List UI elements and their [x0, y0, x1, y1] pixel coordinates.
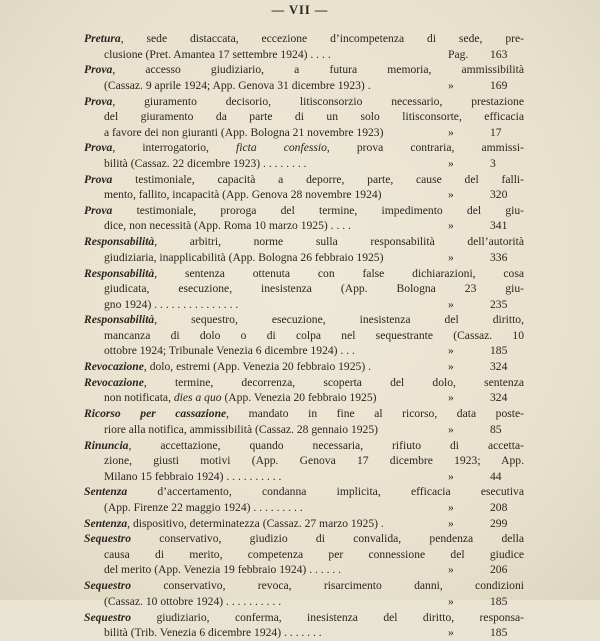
page-number: 169: [490, 78, 508, 92]
entry-text: clusione (Pret. Amantea 17 settembre 1924) . . . .: [104, 47, 331, 61]
entry-line: [84, 94, 524, 110]
entry-line: [84, 140, 524, 156]
entry-text: ficta confessio: [236, 141, 327, 155]
entry-line: [84, 218, 524, 234]
entry-line: [84, 500, 524, 516]
page-ref-label: »: [448, 297, 454, 311]
entry-keyword: Prova: [84, 94, 113, 108]
entry-line: [84, 438, 524, 454]
entry-line: [84, 156, 524, 172]
page-number: 185: [490, 344, 508, 358]
entry-line: [84, 547, 524, 563]
entry-text: testimoniale, capacità a deporre, parte, cause del falli-: [112, 172, 524, 186]
entry-text: Milano 15 febbraio 1924) . . . . . . . . . .: [104, 469, 282, 483]
index-entry: [84, 62, 524, 93]
page-reference: [448, 250, 524, 266]
entry-text: , termine, decorrenza, scoperta del dolo, sentenza: [143, 375, 524, 389]
index-entry: [84, 359, 524, 375]
page-ref-label: »: [448, 125, 454, 139]
entry-keyword: Revocazione: [84, 375, 144, 389]
page-reference: [448, 390, 524, 406]
page-reference: [448, 47, 524, 63]
index-entry: [84, 375, 524, 406]
entry-text: , interrogatorio,: [112, 141, 237, 155]
page-ref-label: »: [448, 500, 454, 514]
entry-text: ottobre 1924; Tribunale Venezia 6 dicembre 1924) . . .: [104, 344, 355, 358]
index-entry: [84, 406, 524, 437]
entry-text: mancanza di dolo o di colpa nel sequestrante (Cassaz. 10: [104, 328, 524, 342]
page-number: 235: [490, 297, 508, 311]
page-reference: [448, 422, 524, 438]
page-ref-label: »: [448, 250, 454, 264]
page-reference: [448, 594, 524, 610]
entry-text: mento, fallito, incapacità (App. Genova 28 novembre 1924): [104, 188, 382, 202]
page-reference: [448, 625, 524, 641]
entry-line: [84, 359, 524, 375]
page-number: 324: [490, 360, 508, 374]
index-entry: [84, 31, 524, 62]
entry-keyword: Ricorso per cassazione: [84, 407, 227, 421]
entry-text: del merito (App. Venezia 19 febbraio 1924) . . . . . .: [104, 563, 342, 577]
entry-line: [84, 578, 524, 594]
page-number: 44: [490, 469, 502, 483]
index-entry: [84, 578, 524, 609]
entry-keyword: Prova: [84, 203, 113, 217]
page-reference: [448, 516, 524, 532]
entry-keyword: Sequestro: [84, 532, 132, 546]
page-ref-label: »: [448, 469, 454, 483]
entry-text: dies a quo: [173, 391, 222, 405]
entry-line: [84, 328, 524, 344]
index-entry: [84, 531, 524, 578]
entry-line: [84, 312, 524, 328]
entry-keyword: Sentenza: [84, 485, 128, 499]
entry-text: , sentenza ottenuta con false dichiarazioni, cosa: [154, 266, 524, 280]
page-number: 336: [490, 250, 508, 264]
entry-keyword: Sequestro: [84, 610, 132, 624]
page-reference: [448, 562, 524, 578]
page-ref-label: »: [448, 188, 454, 202]
entry-keyword: Rinuncia: [84, 438, 129, 452]
page-reference: [448, 469, 524, 485]
page-reference: [448, 125, 524, 141]
index-entry: [84, 140, 524, 171]
entry-keyword: Revocazione: [84, 360, 144, 374]
page-reference: [448, 187, 524, 203]
page-number: 85: [490, 422, 502, 436]
entry-line: [84, 172, 524, 188]
page-number: 185: [490, 594, 508, 608]
entry-text: gno 1924) . . . . . . . . . . . . . . .: [104, 297, 239, 311]
page-header: — VII —: [271, 3, 329, 17]
entry-line: [84, 109, 524, 125]
entry-text: , giuramento decisorio, litisconsorzio necessario, prestazione: [112, 94, 524, 108]
entry-line: [84, 610, 524, 626]
entry-text: , accesso giudiziario, a futura memoria, ammissibilità: [112, 63, 524, 77]
page-ref-label: »: [448, 360, 454, 374]
entry-text: (App. Firenze 22 maggio 1924) . . . . . . . . .: [104, 500, 303, 514]
entry-line: [84, 469, 524, 485]
page-ref-label: »: [448, 422, 454, 436]
entry-text: conservativo, revoca, risarcimento danni, condizioni: [131, 579, 524, 593]
page-reference: [448, 156, 524, 172]
page-reference: [448, 359, 524, 375]
page-number: 324: [490, 391, 508, 405]
entry-text: giudiziario, conferma, inesistenza del diritto, responsa-: [131, 610, 524, 624]
entry-line: [84, 297, 524, 313]
page-number: 208: [490, 500, 508, 514]
entry-text: testimoniale, proroga del termine, impedimento del giu-: [112, 203, 524, 217]
entry-text: , sede distaccata, eccezione d’incompetenza di sede, pre-: [120, 32, 524, 45]
page-reference: [448, 218, 524, 234]
entry-text: , dispositivo, determinatezza (Cassaz. 27 marzo 1925) .: [127, 516, 384, 530]
entry-line: [84, 125, 524, 141]
entry-line: [84, 78, 524, 94]
entry-keyword: Pretura: [84, 32, 121, 45]
index-entry: [84, 172, 524, 203]
page-number: 341: [490, 219, 508, 233]
entry-keyword: Responsabilità: [84, 313, 155, 327]
entry-line: [84, 343, 524, 359]
entry-line: [84, 406, 524, 422]
index-entry: [84, 438, 524, 485]
entry-text: a favore dei non giuranti (App. Bologna 21 novembre 1923): [104, 125, 384, 139]
page-reference: [448, 297, 524, 313]
entry-text: bilità (Cassaz. 22 dicembre 1923) . . . . . . . .: [104, 156, 307, 170]
entry-text: giudiziaria, inapplicabilità (App. Bologna 26 febbraio 1925): [104, 250, 384, 264]
page-ref-label: »: [448, 156, 454, 170]
entry-text: del giuramento da parte di un solo litisconsorte, efficacia: [104, 110, 524, 124]
entry-line: [84, 531, 524, 547]
entry-text: bilità (Trib. Venezia 6 dicembre 1924) . . . . . . .: [104, 626, 322, 640]
entry-line: [84, 250, 524, 266]
entry-text: , mandato in fine al ricorso, data poste-: [226, 407, 524, 421]
entry-line: [84, 453, 524, 469]
entry-keyword: Prova: [84, 141, 113, 155]
index-entry: [84, 94, 524, 141]
entry-text: giudicata, esecuzione, inesistenza (App. Bologna 23 giu-: [104, 282, 524, 296]
entry-keyword: Responsabilità: [84, 266, 155, 280]
entry-line: [84, 375, 524, 391]
page-reference: [448, 500, 524, 516]
page-ref-label: »: [448, 219, 454, 233]
entry-text: conservativo, giudizio di convalida, pendenza della: [131, 532, 524, 546]
page-number: 320: [490, 188, 508, 202]
entry-text: (Cassaz. 9 aprile 1924; App. Genova 31 dicembre 1923) .: [104, 78, 371, 92]
index-entry: [84, 610, 524, 641]
entry-line: [84, 266, 524, 282]
entry-line: [84, 390, 524, 406]
page-reference: [448, 343, 524, 359]
entry-line: [84, 62, 524, 78]
page-ref-label: Pag.: [448, 47, 469, 61]
page-ref-label: »: [448, 563, 454, 577]
entry-line: [84, 187, 524, 203]
page-number: 299: [490, 516, 508, 530]
entry-text: , accettazione, quando necessaria, rifiuto di accetta-: [128, 438, 524, 452]
entry-text: non notificata,: [104, 391, 174, 405]
page-number: 163: [490, 47, 508, 61]
page-ref-label: »: [448, 594, 454, 608]
entry-keyword: Sentenza: [84, 516, 128, 530]
entry-line: [84, 234, 524, 250]
entry-text: , dolo, estremi (App. Venezia 20 febbraio 1925) .: [143, 360, 371, 374]
page-ref-label: »: [448, 391, 454, 405]
page-number: 17: [490, 125, 502, 139]
entry-text: (Cassaz. 10 ottobre 1924) . . . . . . . . . .: [104, 594, 282, 608]
page-ref-label: »: [448, 78, 454, 92]
entry-line: [84, 31, 524, 47]
entry-line: [84, 484, 524, 500]
index-entry: [84, 484, 524, 515]
entry-line: [84, 281, 524, 297]
entry-line: [84, 625, 524, 641]
page-number: 3: [490, 156, 496, 170]
entry-text: , prova contraria, ammissi-: [326, 141, 525, 155]
entry-keyword: Prova: [84, 63, 113, 77]
page-ref-label: »: [448, 516, 454, 530]
entry-text: (App. Venezia 20 febbraio 1925): [221, 391, 377, 405]
page-number: 206: [490, 563, 508, 577]
entry-line: [84, 422, 524, 438]
index-entry: [84, 312, 524, 359]
page-ref-label: »: [448, 626, 454, 640]
index-entry: [84, 266, 524, 313]
entry-line: [84, 203, 524, 219]
subject-index: [84, 31, 524, 641]
entry-keyword: Sequestro: [84, 579, 132, 593]
entry-text: zione, giusti motivi (App. Genova 17 dicembre 1923; App.: [104, 454, 524, 468]
entry-line: [84, 47, 524, 63]
index-entry: [84, 234, 524, 265]
entry-text: dice, non necessità (App. Roma 10 marzo 1925) . . . .: [104, 219, 351, 233]
entry-text: causa di merito, competenza per connessione del giudice: [104, 547, 524, 561]
entry-keyword: Prova: [84, 172, 113, 186]
entry-text: riore alla notifica, ammissibilità (Cassaz. 28 gennaio 1925): [104, 422, 378, 436]
entry-line: [84, 594, 524, 610]
entry-line: [84, 516, 524, 532]
entry-text: , sequestro, esecuzione, inesistenza del diritto,: [154, 313, 524, 327]
page-number: 185: [490, 626, 508, 640]
entry-keyword: Responsabilità: [84, 235, 155, 249]
page-reference: [448, 78, 524, 94]
page-ref-label: »: [448, 344, 454, 358]
entry-text: , arbitri, norme sulla responsabilità dell’autorità: [154, 235, 524, 249]
entry-text: d’accertamento, condanna implicita, efficacia esecutiva: [127, 485, 524, 499]
entry-line: [84, 562, 524, 578]
index-entry: [84, 516, 524, 532]
index-entry: [84, 203, 524, 234]
